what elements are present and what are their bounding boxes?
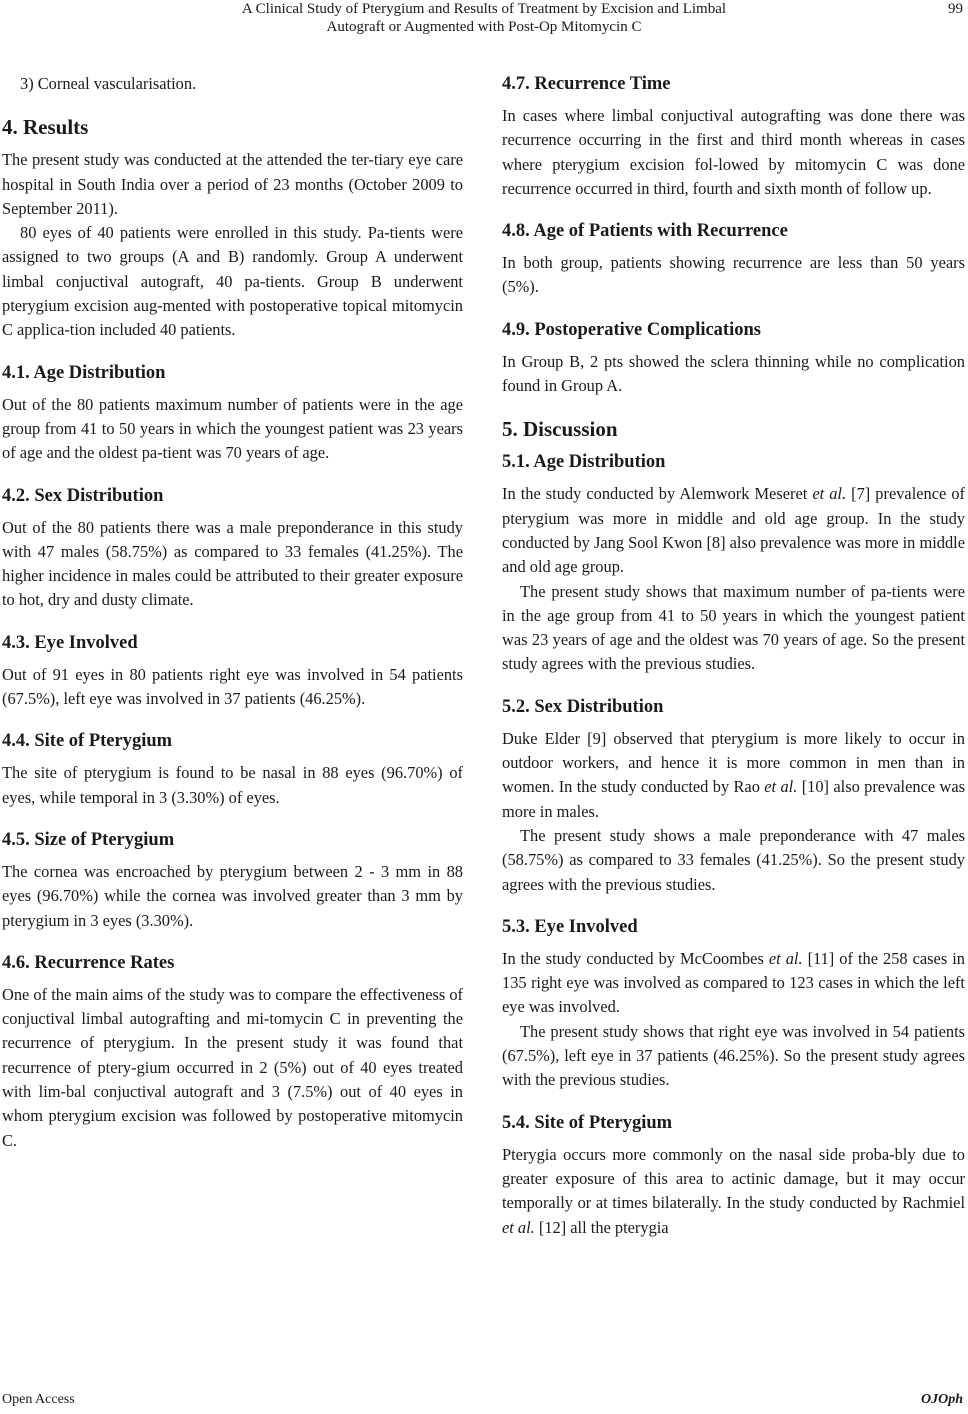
- section-4-8-heading: 4.8. Age of Patients with Recurrence: [502, 221, 788, 242]
- section-5-1-paragraph-2: The present study shows that maximum number of pa-tients were in the age group from 41 to 50 years in which the youngest patient was 23 years of age and the oldest was 70 years of age. So the present study agrees with the previous studies.: [502, 581, 965, 674]
- list-item-corneal-vascularisation: 3) Corneal vascularisation.: [20, 74, 197, 93]
- section-4-1-text: Out of the 80 patients maximum number of patients were in the age group from 41 to 50 years in which the youngest patient was 23 years of age and the oldest pa-tient was 70 years of age.: [2, 394, 463, 463]
- section-4-7-heading: 4.7. Recurrence Time: [502, 74, 671, 94]
- section-5-2-heading: 5.2. Sex Distribution: [502, 696, 664, 717]
- section-4-5-heading: 4.5. Size of Pterygium: [2, 829, 175, 850]
- section-5-2-paragraph-1: Duke Elder [9] observed that pterygium is more likely to occur in outdoor workers, and hence it is more common in men than in women. In the study conducted by Rao et al. [10] also prevalence was more in males.: [502, 728, 965, 821]
- section-5-2-paragraph-2: The present study shows a male preponderance with 47 males (58.75%) as compared to 33 females (41.25%). So the present study agrees with the previous studies.: [502, 825, 965, 894]
- page-number: 99: [948, 1, 963, 17]
- section-5-3-paragraph-2: The present study shows that right eye was involved in 54 patients (67.5%), left eye in 37 patients (46.25%). So the present study agrees with the previous studies.: [502, 1021, 965, 1090]
- section-4-2-heading: 4.2. Sex Distribution: [2, 485, 164, 506]
- right-column: [502, 72, 965, 1240]
- running-title-line2: Autograft or Augmented with Post-Op Mitomycin C: [326, 19, 642, 35]
- section-4-6-text: One of the main aims of the study was to compare the effectiveness of conjuctival limbal autografting and mi-tomycin C in preventing the recurrence of pterygium. In the present study it was found that recurrence of ptery-gium occurred in 2 (5%) out of 40 eyes treated with lim-bal conjuctival autograft and 3 (7.5%) out of 40 eyes in whom pterygium excision was followed by postoperative mitomycin C.: [2, 984, 463, 1150]
- section-5-4-paragraph-1: Pterygia occurs more commonly on the nasal side proba-bly due to greater exposure of this area to actinic damage, but it may occur temporally or at times bilaterally. In the study conducted by Rachmiel et al. [12] all the pterygia: [502, 1144, 965, 1237]
- section-4-3-heading: 4.3. Eye Involved: [2, 632, 138, 653]
- results-paragraph-2: 80 eyes of 40 patients were enrolled in this study. Pa-tients were assigned to two groups (A and B) randomly. Group A underwent limbal conjuctival autograft, 40 pa-tients. Group B underwent pterygium excision aug-mented with postoperative topical mitomycin C applica-tion included 40 patients.: [2, 223, 463, 340]
- section-4-4-heading: 4.4. Site of Pterygium: [2, 731, 173, 752]
- section-4-2-text: Out of the 80 patients there was a male preponderance in this study with 47 males (58.75%) as compared to 33 females (41.25%). The higher incidence in males could be attributed to their greater exposure to hot, dry and dusty climate.: [2, 517, 463, 610]
- section-4-6-heading: 4.6. Recurrence Rates: [2, 952, 175, 973]
- section-5-4-heading: 5.4. Site of Pterygium: [502, 1112, 673, 1133]
- left-column: [2, 72, 463, 1153]
- section-4-8-text: In both group, patients showing recurrence are less than 50 years (5%).: [502, 253, 965, 297]
- section-4-7-text: In cases where limbal conjuctival autografting was done there was recurrence occurring in the first and third month whereas in cases where pterygium excision fol-lowed by mitomycin C was done recurrence occurred in third, fourth and sixth month of follow up.: [502, 106, 965, 198]
- section-4-1-heading: 4.1. Age Distribution: [2, 362, 166, 383]
- section-4-3-text: Out of 91 eyes in 80 patients right eye was involved in 54 patients (67.5%), left eye was involved in 37 patients (46.25%).: [2, 664, 463, 709]
- results-heading: 4. Results: [2, 115, 89, 140]
- footer-open-access: Open Access: [2, 1392, 75, 1407]
- section-5-1-paragraph-1: In the study conducted by Alemwork Meseret et al. [7] prevalence of pterygium was more in middle and old age group. In the study conducted by Jang Sool Kwon [8] also prevalence was more in middle and old age group.: [502, 484, 965, 577]
- section-4-9-heading: 4.9. Postoperative Complications: [502, 319, 761, 340]
- section-4-4-text: The site of pterygium is found to be nasal in 88 eyes (96.70%) of eyes, while temporal in 3 (3.30%) of eyes.: [2, 763, 463, 807]
- section-4-5-text: The cornea was encroached by pterygium between 2 - 3 mm in 88 eyes (96.70%) while the cornea was involved greater than 3 mm by pterygium in 3 eyes (3.30%).: [2, 861, 463, 930]
- section-5-1-heading: 5.1. Age Distribution: [502, 452, 666, 473]
- section-5-3-heading: 5.3. Eye Involved: [502, 916, 638, 937]
- section-5-3-paragraph-1: In the study conducted by McCoombes et al. [11] of the 258 cases in 135 right eye was involved as compared to 123 cases in which the left eye was involved.: [502, 948, 965, 1017]
- footer-journal-abbrev: OJOph: [920, 1392, 963, 1407]
- section-4-9-text: In Group B, 2 pts showed the sclera thinning while no complication found in Group A.: [502, 351, 965, 396]
- results-paragraph-1: The present study was conducted at the attended the ter-tiary eye care hospital in South India over a period of 23 months (October 2009 to September 2011).: [2, 150, 463, 218]
- discussion-heading: 5. Discussion: [502, 417, 618, 442]
- running-title-line1: A Clinical Study of Pterygium and Results of Treatment by Excision and Limbal: [241, 1, 727, 17]
